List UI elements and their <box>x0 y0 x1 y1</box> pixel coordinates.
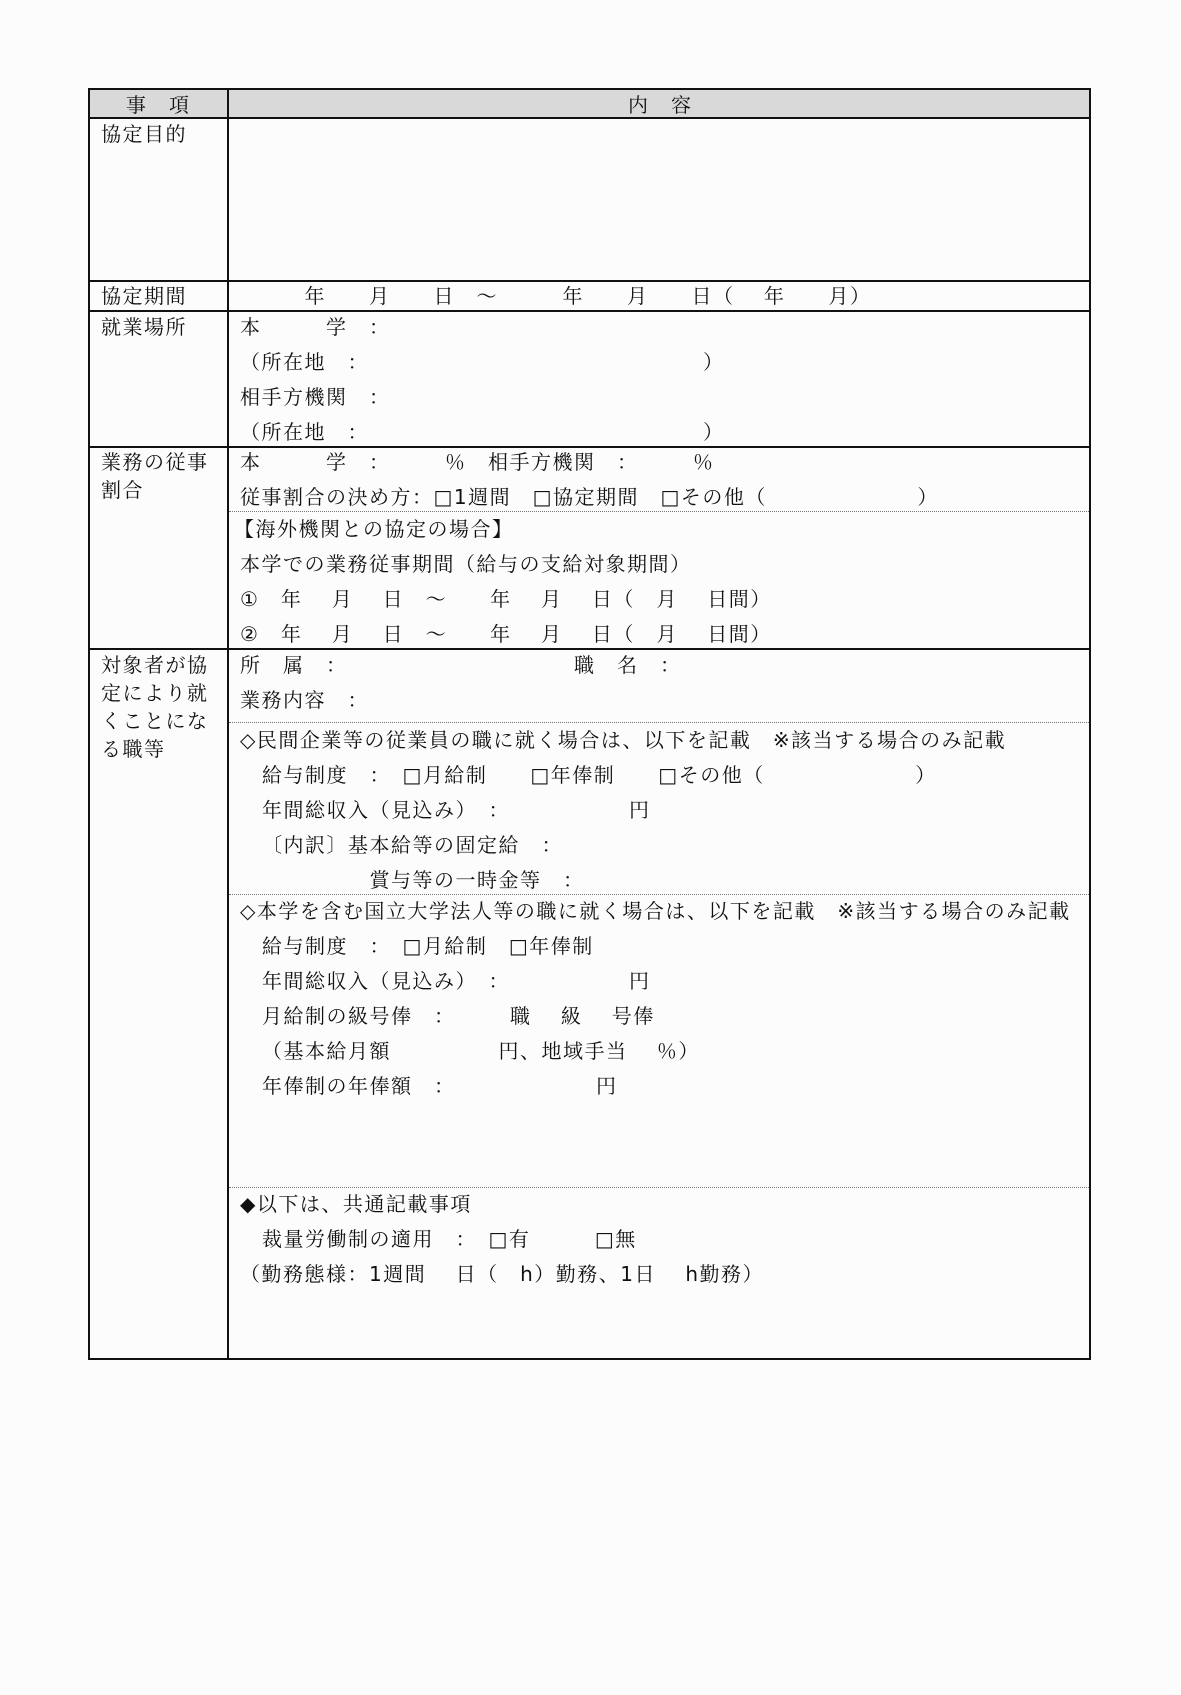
overseas-period-label: 本学での業務従事期間（給与の支給対象期間） <box>240 552 692 576</box>
workplace-university[interactable]: 本 学 ： <box>240 315 391 339</box>
dotted-separator <box>229 722 1089 723</box>
row-label-position-line4: る職等 <box>101 737 166 761</box>
national-base-salary[interactable]: （基本給月額 円、地域手当 ％） <box>262 1039 700 1063</box>
header-bottom-border <box>88 117 1091 119</box>
row-label-position-line2: 定により就 <box>101 681 209 705</box>
national-grade[interactable]: 月給制の級号俸 ： 職 級 号俸 <box>262 1004 655 1028</box>
workplace-partner-address[interactable]: （所在地 ： ） <box>240 420 725 444</box>
private-heading: ◇民間企業等の従業員の職に就く場合は、以下を記載 ※該当する場合のみ記載 <box>240 728 1007 752</box>
period-value[interactable]: 年 月 日 ～ 年 月 日（ 年 月） <box>240 284 872 308</box>
overseas-period-2[interactable]: ② 年 月 日 ～ 年 月 日（ 月 日間） <box>240 622 772 646</box>
dotted-separator <box>229 894 1089 895</box>
agreement-table <box>88 88 1091 1360</box>
row-label-ratio-line1: 業務の従事 <box>101 450 209 474</box>
overseas-heading: 【海外機関との協定の場合】 <box>234 517 514 541</box>
workplace-university-address[interactable]: （所在地 ： ） <box>240 350 725 374</box>
header-content-column: 内 容 <box>628 93 693 117</box>
ratio-percentages[interactable]: 本 学 ： ％ 相手方機関 ： ％ <box>240 450 715 474</box>
dotted-separator <box>229 1187 1089 1188</box>
private-fixed-salary[interactable]: 〔内訳〕基本給等の固定給 ： <box>262 833 563 857</box>
private-bonus[interactable]: 賞与等の一時金等 ： <box>262 868 585 892</box>
affiliation-title[interactable]: 所 属 ： 職 名 ： <box>240 653 682 677</box>
national-annual-salary[interactable]: 年俸制の年俸額 ： 円 <box>262 1074 618 1098</box>
row-border <box>88 648 1091 650</box>
private-salary-system[interactable]: 給与制度 ： □月給制 □年俸制 □その他（ ） <box>262 763 937 787</box>
dotted-separator <box>229 511 1089 512</box>
national-salary-system[interactable]: 給与制度 ： □月給制 □年俸制 <box>262 934 594 958</box>
national-heading: ◇本学を含む国立大学法人等の職に就く場合は、以下を記載 ※該当する場合のみ記載 <box>240 899 1071 923</box>
overseas-period-1[interactable]: ① 年 月 日 ～ 年 月 日（ 月 日間） <box>240 587 772 611</box>
row-label-position-line1: 対象者が協 <box>101 653 209 677</box>
purpose-field[interactable] <box>230 120 1088 278</box>
common-heading: ◆以下は、共通記載事項 <box>240 1192 472 1216</box>
private-annual-income[interactable]: 年間総収入（見込み） ： 円 <box>262 798 651 822</box>
header-item-column: 事 項 <box>126 93 191 117</box>
row-label-purpose: 協定目的 <box>101 122 187 146</box>
job-description[interactable]: 業務内容 ： <box>240 688 369 712</box>
row-border <box>88 310 1091 312</box>
row-border <box>88 280 1091 282</box>
column-divider <box>227 88 229 1360</box>
discretionary-work-checkboxes[interactable]: 裁量労働制の適用 ： □有 □無 <box>262 1227 637 1251</box>
row-label-workplace: 就業場所 <box>101 315 187 339</box>
workplace-partner[interactable]: 相手方機関 ： <box>240 385 391 409</box>
row-label-period: 協定期間 <box>101 284 187 308</box>
national-annual-income[interactable]: 年間総収入（見込み） ： 円 <box>262 969 651 993</box>
work-pattern[interactable]: （勤務態様：1週間 日（ h）勤務、1日 h勤務） <box>240 1262 765 1286</box>
ratio-method-checkboxes[interactable]: 従事割合の決め方：□1週間 □協定期間 □その他（ ） <box>240 485 939 509</box>
row-label-ratio-line2: 割合 <box>101 478 144 502</box>
row-border <box>88 446 1091 448</box>
row-label-position-line3: くことにな <box>101 709 209 733</box>
